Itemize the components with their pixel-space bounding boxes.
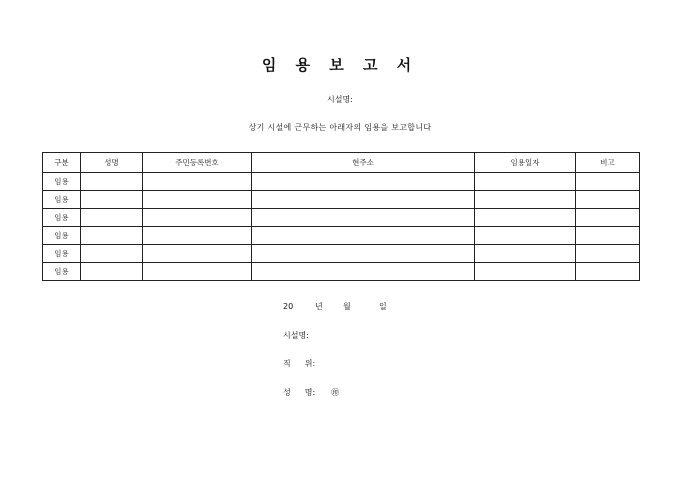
signer-name-line bbox=[283, 387, 339, 398]
document-title: 임 용 보 고 서 bbox=[261, 56, 419, 74]
name-cell[interactable] bbox=[81, 245, 143, 263]
resident-number-cell[interactable] bbox=[143, 263, 252, 281]
appointment-date-cell[interactable] bbox=[475, 173, 576, 191]
header-resident-number: 주민등록번호 bbox=[143, 153, 252, 173]
name-cell[interactable] bbox=[81, 263, 143, 281]
table-row bbox=[43, 173, 640, 191]
row-category-cell: 임용 bbox=[43, 263, 81, 281]
appointment-date-cell[interactable] bbox=[475, 209, 576, 227]
appointment-date-cell[interactable] bbox=[475, 191, 576, 209]
header-address: 현주소 bbox=[252, 153, 475, 173]
table-row bbox=[43, 227, 640, 245]
address-cell[interactable] bbox=[252, 209, 475, 227]
row-category-cell: 임용 bbox=[43, 227, 81, 245]
signer-position-line bbox=[283, 358, 315, 369]
signer-facility-label: 시설명: bbox=[283, 331, 309, 340]
address-cell[interactable] bbox=[252, 245, 475, 263]
seal-mark: ㊞ bbox=[331, 388, 340, 397]
row-category-cell: 임용 bbox=[43, 173, 81, 191]
name-cell[interactable] bbox=[81, 173, 143, 191]
month-label: 월 bbox=[343, 302, 351, 311]
year-prefix: 20 bbox=[283, 302, 294, 311]
facility-name-label: 시설명: bbox=[327, 95, 353, 104]
report-statement: 상기 시설에 근무하는 아래자의 임용을 보고합니다 bbox=[248, 123, 432, 132]
name-label-first: 성 bbox=[283, 388, 291, 397]
table-header-row bbox=[43, 153, 640, 173]
remarks-cell[interactable] bbox=[576, 227, 640, 245]
table-row bbox=[43, 263, 640, 281]
position-label-first: 직 bbox=[283, 359, 291, 368]
remarks-cell[interactable] bbox=[576, 245, 640, 263]
appointment-date-cell[interactable] bbox=[475, 245, 576, 263]
table-row bbox=[43, 209, 640, 227]
report-date-line bbox=[283, 301, 387, 312]
address-cell[interactable] bbox=[252, 191, 475, 209]
name-cell[interactable] bbox=[81, 227, 143, 245]
header-remarks: 비고 bbox=[576, 153, 640, 173]
remarks-cell[interactable] bbox=[576, 173, 640, 191]
row-category-cell: 임용 bbox=[43, 209, 81, 227]
row-category-cell: 임용 bbox=[43, 191, 81, 209]
resident-number-cell[interactable] bbox=[143, 191, 252, 209]
address-cell[interactable] bbox=[252, 227, 475, 245]
remarks-cell[interactable] bbox=[576, 209, 640, 227]
name-cell[interactable] bbox=[81, 191, 143, 209]
appointment-date-cell[interactable] bbox=[475, 263, 576, 281]
row-category-cell: 임용 bbox=[43, 245, 81, 263]
name-cell[interactable] bbox=[81, 209, 143, 227]
appointment-table bbox=[42, 152, 640, 281]
header-category: 구분 bbox=[43, 153, 81, 173]
year-label: 년 bbox=[315, 302, 323, 311]
remarks-cell[interactable] bbox=[576, 263, 640, 281]
day-label: 일 bbox=[379, 302, 387, 311]
header-name: 성명 bbox=[81, 153, 143, 173]
resident-number-cell[interactable] bbox=[143, 209, 252, 227]
address-cell[interactable] bbox=[252, 173, 475, 191]
remarks-cell[interactable] bbox=[576, 191, 640, 209]
name-label-second: 명: bbox=[304, 388, 316, 397]
address-cell[interactable] bbox=[252, 263, 475, 281]
table-row bbox=[43, 191, 640, 209]
appointment-date-cell[interactable] bbox=[475, 227, 576, 245]
resident-number-cell[interactable] bbox=[143, 227, 252, 245]
header-appointment-date: 임용일자 bbox=[475, 153, 576, 173]
position-label-second: 위: bbox=[304, 359, 316, 368]
resident-number-cell[interactable] bbox=[143, 173, 252, 191]
resident-number-cell[interactable] bbox=[143, 245, 252, 263]
table-row bbox=[43, 245, 640, 263]
